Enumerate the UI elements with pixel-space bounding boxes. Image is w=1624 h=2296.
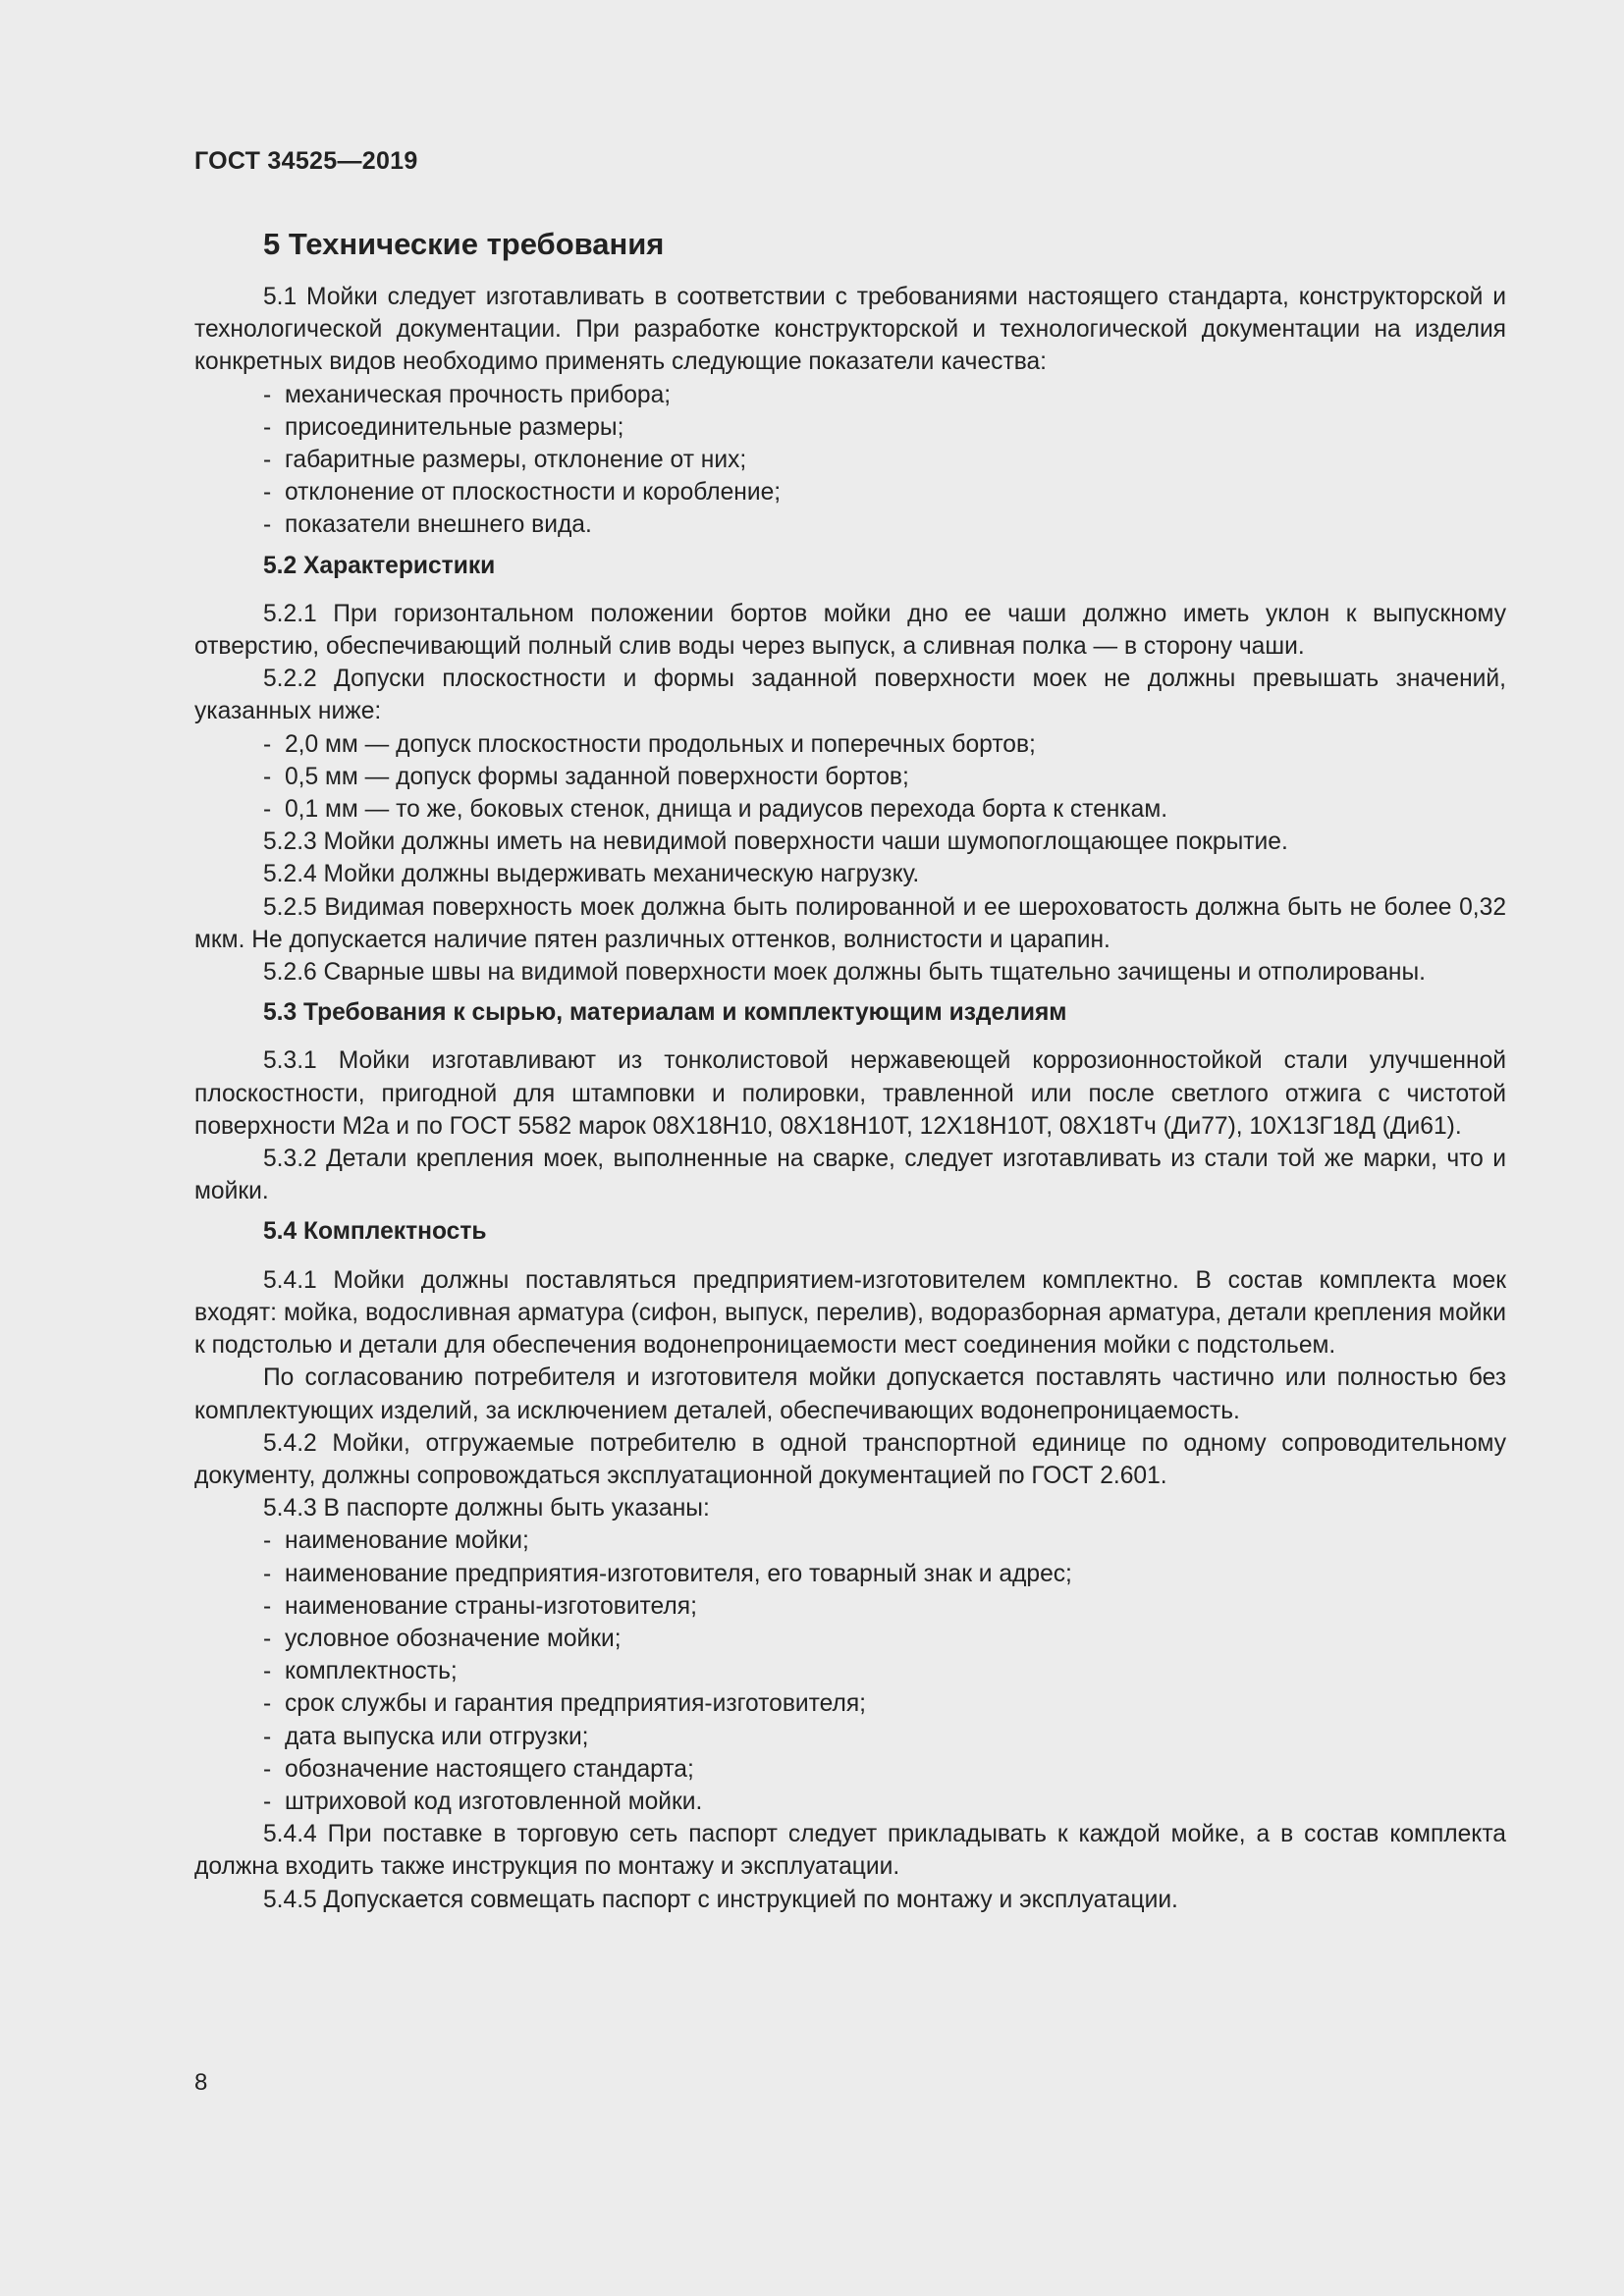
list-item: - механическая прочность прибора; (263, 381, 672, 408)
subsection-title-5-4: 5.4 Комплектность (263, 1218, 487, 1246)
subsection-title-5-3: 5.3 Требования к сырью, материалам и комплектующим изделиям (263, 999, 1067, 1027)
list-item: - комплектность; (263, 1658, 458, 1685)
list-5-1 (194, 379, 1506, 542)
paragraph-5-2-2: 5.2.2 Допуски плоскостности и формы заданной поверхности моек не должны превышать значений, указанных ниже: (194, 666, 1506, 725)
list-item: - обозначение настоящего стандарта; (263, 1755, 694, 1783)
paragraph-5-4-5: 5.4.5 Допускается совмещать паспорт с инструкцией по монтажу и эксплуатации. (263, 1886, 1178, 1913)
list-item: - габаритные размеры, отклонение от них; (263, 447, 747, 474)
paragraph-5-1: 5.1 Мойки следует изготавливать в соответствии с требованиями настоящего стандарта, конструкторской и технологической документации. При разработке конструкторской и технологической документации на изделия конкретных видов необходимо применять следующие показатели качества: (194, 284, 1506, 376)
paragraph-5-2-4: 5.2.4 Мойки должны выдерживать механическую нагрузку. (263, 861, 920, 888)
list-item: - дата выпуска или отгрузки; (263, 1723, 589, 1750)
subsection-title-5-2: 5.2 Характеристики (263, 552, 496, 579)
list-item: - условное обозначение мойки; (263, 1625, 622, 1652)
list-item: - 0,1 мм — то же, боковых стенок, днища и радиусов перехода борта к стенкам. (263, 796, 1168, 824)
list-item: - срок службы и гарантия предприятия-изготовителя; (263, 1690, 867, 1718)
list-item: - штриховой код изготовленной мойки. (263, 1788, 703, 1815)
paragraph-5-4-4: 5.4.4 При поставке в торговую сеть паспорт следует прикладывать к каждой мойке, а в состав комплекта должна входить также инструкция по монтажу и эксплуатации. (194, 1821, 1506, 1881)
page-number: 8 (194, 2069, 208, 2096)
list-item: - наименование мойки; (263, 1527, 529, 1555)
list-item: - наименование предприятия-изготовителя, его товарный знак и адрес; (263, 1560, 1072, 1587)
list-item: - 0,5 мм — допуск формы заданной поверхности бортов; (263, 763, 909, 790)
list-item: - наименование страны-изготовителя; (263, 1592, 697, 1620)
paragraph-5-3-2: 5.3.2 Детали крепления моек, выполненные на сварке, следует изготавливать из стали той же марки, что и мойки. (194, 1146, 1506, 1205)
paragraph-5-3-1: 5.3.1 Мойки изготавливают из тонколистовой нержавеющей коррозионностойкой стали улучшенной плоскостности, пригодной для штамповки и полировки, травленной или после светлого отжига с чистотой поверхности М2а и по ГОСТ 5582 марок 08Х18Н10, 08Х18Н10Т, 12Х18Н10Т, 08Х18Тч (Ди77), 10Х13Г18Д (Ди61). (194, 1047, 1506, 1140)
list-item: - 2,0 мм — допуск плоскостности продольных и поперечных бортов; (263, 730, 1036, 758)
list-5-4-3 (194, 1524, 1506, 1818)
document-body (194, 220, 1506, 1916)
paragraph-5-2-6: 5.2.6 Сварные швы на видимой поверхности моек должны быть тщательно зачищены и отполированы. (263, 959, 1426, 987)
list-5-2-2 (194, 728, 1506, 827)
paragraph-5-4-1: 5.4.1 Мойки должны поставляться предприятием-изготовителем комплектно. В состав комплекта моек входят: мойка, водосливная арматура (сифон, выпуск, перелив), водоразборная арматура, детали крепления мойки к подстолью и детали для обеспечения водонепроницаемости мест соединения мойки с подстольем. (194, 1266, 1506, 1360)
paragraph-5-2-5: 5.2.5 Видимая поверхность моек должна быть полированной и ее шероховатость должна быть не более 0,32 мкм. Не допускается наличие пятен различных оттенков, волнистости и царапин. (194, 893, 1506, 953)
list-item: - отклонение от плоскостности и коробление; (263, 479, 782, 507)
paragraph-5-4-3: 5.4.3 В паспорте должны быть указаны: (263, 1495, 710, 1522)
list-item: - присоединительные размеры; (263, 413, 624, 441)
paragraph-5-2-1: 5.2.1 При горизонтальном положении бортов мойки дно ее чаши должно иметь уклон к выпускному отверстию, обеспечивающий полный слив воды через выпуск, а сливная полка — в сторону чаши. (194, 600, 1506, 661)
paragraph-5-4-2: 5.4.2 Мойки, отгружаемые потребителю в одной транспортной единице по одному сопроводительному документу, должны сопровождаться эксплуатационной документацией по ГОСТ 2.601. (194, 1429, 1506, 1489)
list-item: - показатели внешнего вида. (263, 511, 592, 539)
section-title: 5 Технические требования (263, 227, 665, 261)
paragraph-5-2-3: 5.2.3 Мойки должны иметь на невидимой поверхности чаши шумопоглощающее покрытие. (263, 828, 1288, 856)
document-header: ГОСТ 34525—2019 (194, 147, 418, 175)
paragraph-5-4-1b: По согласованию потребителя и изготовителя мойки допускается поставлять частично или полностью без комплектующих изделий, за исключением деталей, обеспечивающих водонепроницаемость. (194, 1364, 1506, 1424)
